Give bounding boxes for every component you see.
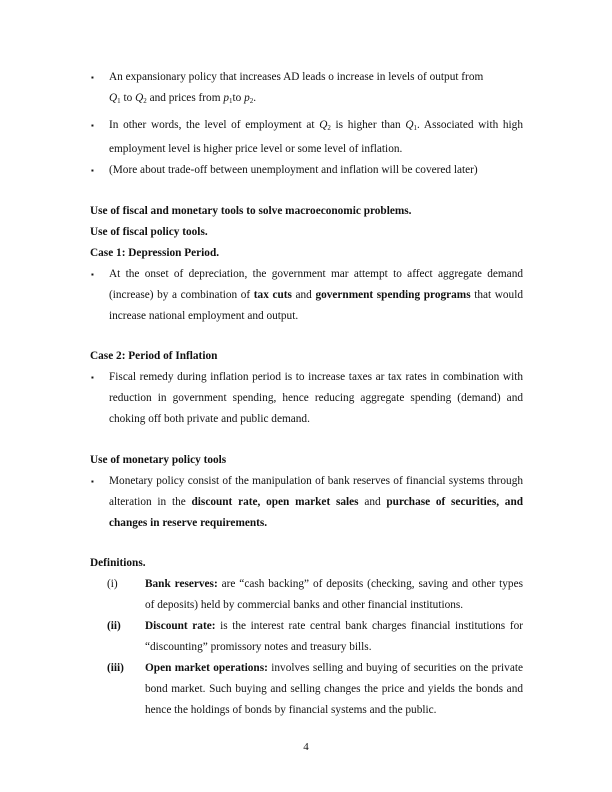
bullet-marker-icon: ▪ [91,477,94,486]
bullet-employment-level: ▪ In other words, the level of employment at $Q_2$ is higher than $Q_1$. Associated with high employment level is higher price level or some level of inflation. [91,115,523,160]
definition-term: Discount rate: [145,620,216,632]
bullet-marker-icon: ▪ [91,270,94,279]
bullet-expansionary-policy: ▪ An expansionary policy that increases AD leads o increase in levels of output from $Q_1$ to $Q_2$ and prices from $p_1to$ $p_2$. [91,67,523,112]
heading-case-1: Case 1: Depression Period. [90,247,220,259]
bullet-monetary-policy: ▪ Monetary policy consist of the manipulation of bank reserves of financial systems through alteration in the discount rate, open market sales and purchase of securities, and changes in reserve requirements. [91,471,523,534]
bullet-marker-icon: ▪ [91,373,94,382]
term-purchase-securities: purchase of securities, and changes in reserve requirements. [109,496,524,529]
math-p1: $p_1$ [223,92,233,105]
definition-number: (iii) [107,662,124,674]
heading-monetary-policy-tools: Use of monetary policy tools [90,454,227,466]
definition-term: Bank reserves: [145,578,218,590]
heading-fiscal-monetary-tools: Use of fiscal and monetary tools to solve macroeconomic problems. [90,205,412,217]
heading-definitions: Definitions. [90,557,146,569]
bullet-marker-icon: ▪ [91,73,94,82]
bullet-inflation-remedy: ▪ Fiscal remedy during inflation period is to increase taxes ar tax rates in combination with reduction in government spending, hence reducing aggregate spending (demand) and choking off both private and public demand. [91,367,523,430]
math-p2: $p_2$ [244,92,254,105]
math-q2: $Q_2$ [135,92,147,105]
heading-fiscal-policy-tools: Use of fiscal policy tools. [90,226,208,238]
definition-discount-rate: (ii) Discount rate: is the interest rate central bank charges financial institutions for “discounting” promissory notes and treasury bills. [107,616,523,658]
bullet-marker-icon: ▪ [91,121,94,130]
term-government-spending: government spending programs [315,289,471,301]
definition-open-market-operations: (iii) Open market operations: involves selling and buying of securities on the private bond market. Such buying and selling changes the price and yields the bonds and hence the holdings of bonds by financial systems and the public. [107,658,523,721]
heading-case-2: Case 2: Period of Inflation [90,350,218,362]
definition-term: Open market operations: [145,662,268,674]
bullet-depression-remedy: ▪ At the onset of depreciation, the government mar attempt to affect aggregate demand (increase) by a combination of tax cuts and government spending programs that would increase national employment and output. [91,264,523,327]
math-q1: $Q_1$ [109,92,121,105]
bullet-marker-icon: ▪ [91,166,94,175]
term-discount-open-market: discount rate, open market sales [191,496,359,508]
math-q1: $Q_1$ [405,119,418,132]
math-q2: $Q_2$ [319,119,331,132]
definition-number: (i) [107,578,118,590]
definition-bank-reserves: (i) Bank reserves: are “cash backing” of deposits (checking, saving and other types of deposits) held by commercial banks and other financial institutions. [107,574,523,616]
definition-number: (ii) [107,620,121,632]
page-number: 4 [303,741,309,753]
bullet-trade-off-note: ▪ (More about trade-off between unemployment and inflation will be covered later) [91,160,523,181]
term-tax-cuts: tax cuts [253,289,292,301]
